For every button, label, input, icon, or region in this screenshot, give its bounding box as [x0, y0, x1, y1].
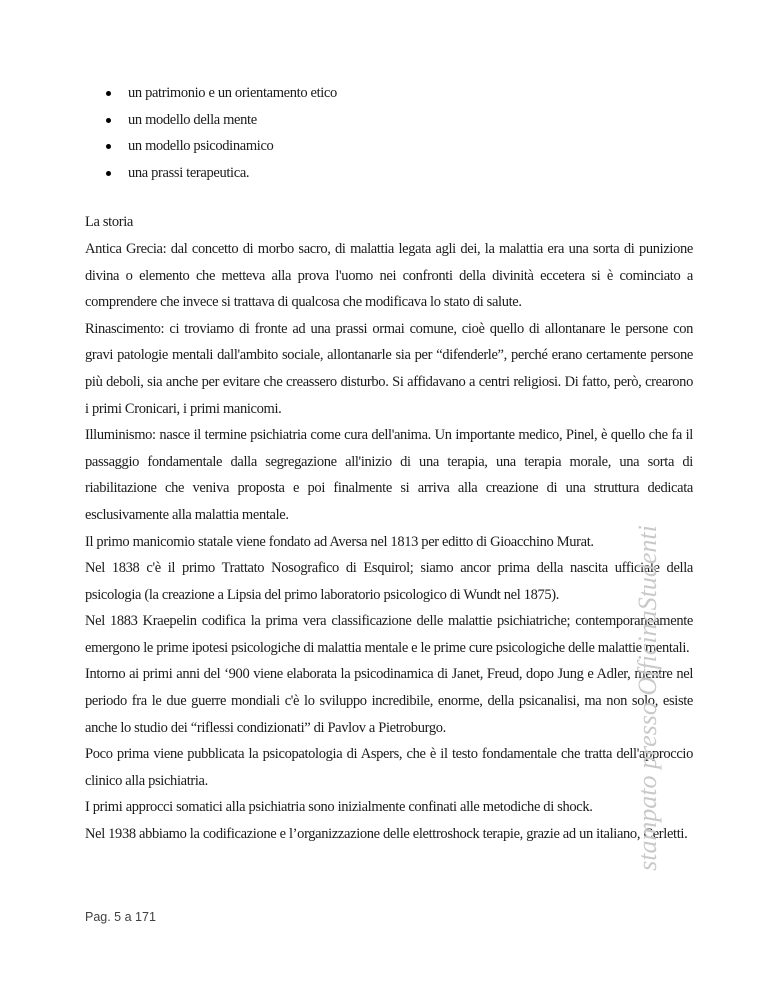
- paragraph: I primi approcci somatici alla psichiatria sono inizialmente confinati alle metodiche di shock.: [85, 799, 593, 816]
- bullet-text: un modello psicodinamico: [128, 138, 274, 155]
- list-item: [85, 107, 693, 134]
- paragraph: Antica Grecia: dal concetto di morbo sacro, di malattia legata agli dei, la malattia era una sorta di punizione divina o elemento che metteva alla prova l'uomo nei confronti della divinità eccetera si è cominciato a comprendere che invece si trattava di qualcosa che modificava lo stato di salute.: [85, 240, 693, 311]
- paragraph: Poco prima viene pubblicata la psicopatologia di Aspers, che è il testo fondamentale che tratta dell'approccio clinico alla psichiatria.: [85, 746, 693, 789]
- watermark: stampato presso OfficinaStudenti: [633, 525, 662, 871]
- bullet-text: un modello della mente: [128, 111, 257, 128]
- list-item: [85, 133, 693, 160]
- section-heading: La storia: [85, 214, 133, 231]
- page-number: Pag. 5 a 171: [85, 910, 156, 924]
- paragraph: Nel 1838 c'è il primo Trattato Nosografico di Esquirol; siamo ancor prima della nascita ufficiale della psicologia (la creazione a Lipsia del primo laboratorio psicologico di Wundt nel 1875).: [85, 560, 693, 603]
- bullet-text: un patrimonio e un orientamento etico: [128, 85, 337, 101]
- paragraph: Il primo manicomio statale viene fondato ad Aversa nel 1813 per editto di Gioacchino Murat.: [85, 533, 594, 550]
- bullet-list: [85, 80, 693, 186]
- paragraph: Intorno ai primi anni del ‘900 viene elaborata la psicodinamica di Janet, Freud, dopo Jung e Adler, mentre nel periodo fra le due guerre mondiali c'è lo sviluppo incredibile, enorme, della psicanalisi, ma non solo, esiste anche lo studio dei “riflessi condizionati” di Pavlov a Pietroburgo.: [85, 666, 693, 736]
- document-page: [85, 80, 693, 848]
- paragraph: Nel 1938 abbiamo la codificazione e l’organizzazione delle elettroshock terapie, grazie ad un italiano, Cerletti.: [85, 826, 688, 843]
- bullet-icon: [106, 144, 111, 149]
- bullet-text: una prassi terapeutica.: [128, 164, 250, 181]
- bullet-icon: [106, 171, 111, 176]
- paragraph: Illuminismo: nasce il termine psichiatria come cura dell'anima. Un importante medico, Pinel, è quello che fa il passaggio fondamentale dalla segregazione all'inizio di una terapia, una terapia morale, una sorta di riabilitazione che veniva proposta e poi finalmente si arriva alla creazione di una struttura dedicata esclusivamente alla malattia mentale.: [85, 427, 693, 523]
- body-text: [85, 236, 693, 848]
- bullet-icon: [106, 91, 111, 96]
- list-item: [85, 160, 693, 187]
- paragraph: Nel 1883 Kraepelin codifica la prima vera classificazione delle malattie psichiatriche; contemporaneamente emergono le prime ipotesi psicologiche di malattia mentale e le prime cure psicologiche delle malattie mentali.: [85, 613, 693, 656]
- paragraph: Rinascimento: ci troviamo di fronte ad una prassi ormai comune, cioè quello di allontanare le persone con gravi patologie mentali dall'ambito sociale, allontanarle sia per “difenderle”, perché erano certamente persone più deboli, sia anche per evitare che creassero disturbo. Si affidavano a centri religiosi. Di fatto, però, crearono i primi Cronicari, i primi manicomi.: [85, 320, 693, 417]
- list-item: [85, 80, 693, 107]
- bullet-icon: [106, 118, 111, 123]
